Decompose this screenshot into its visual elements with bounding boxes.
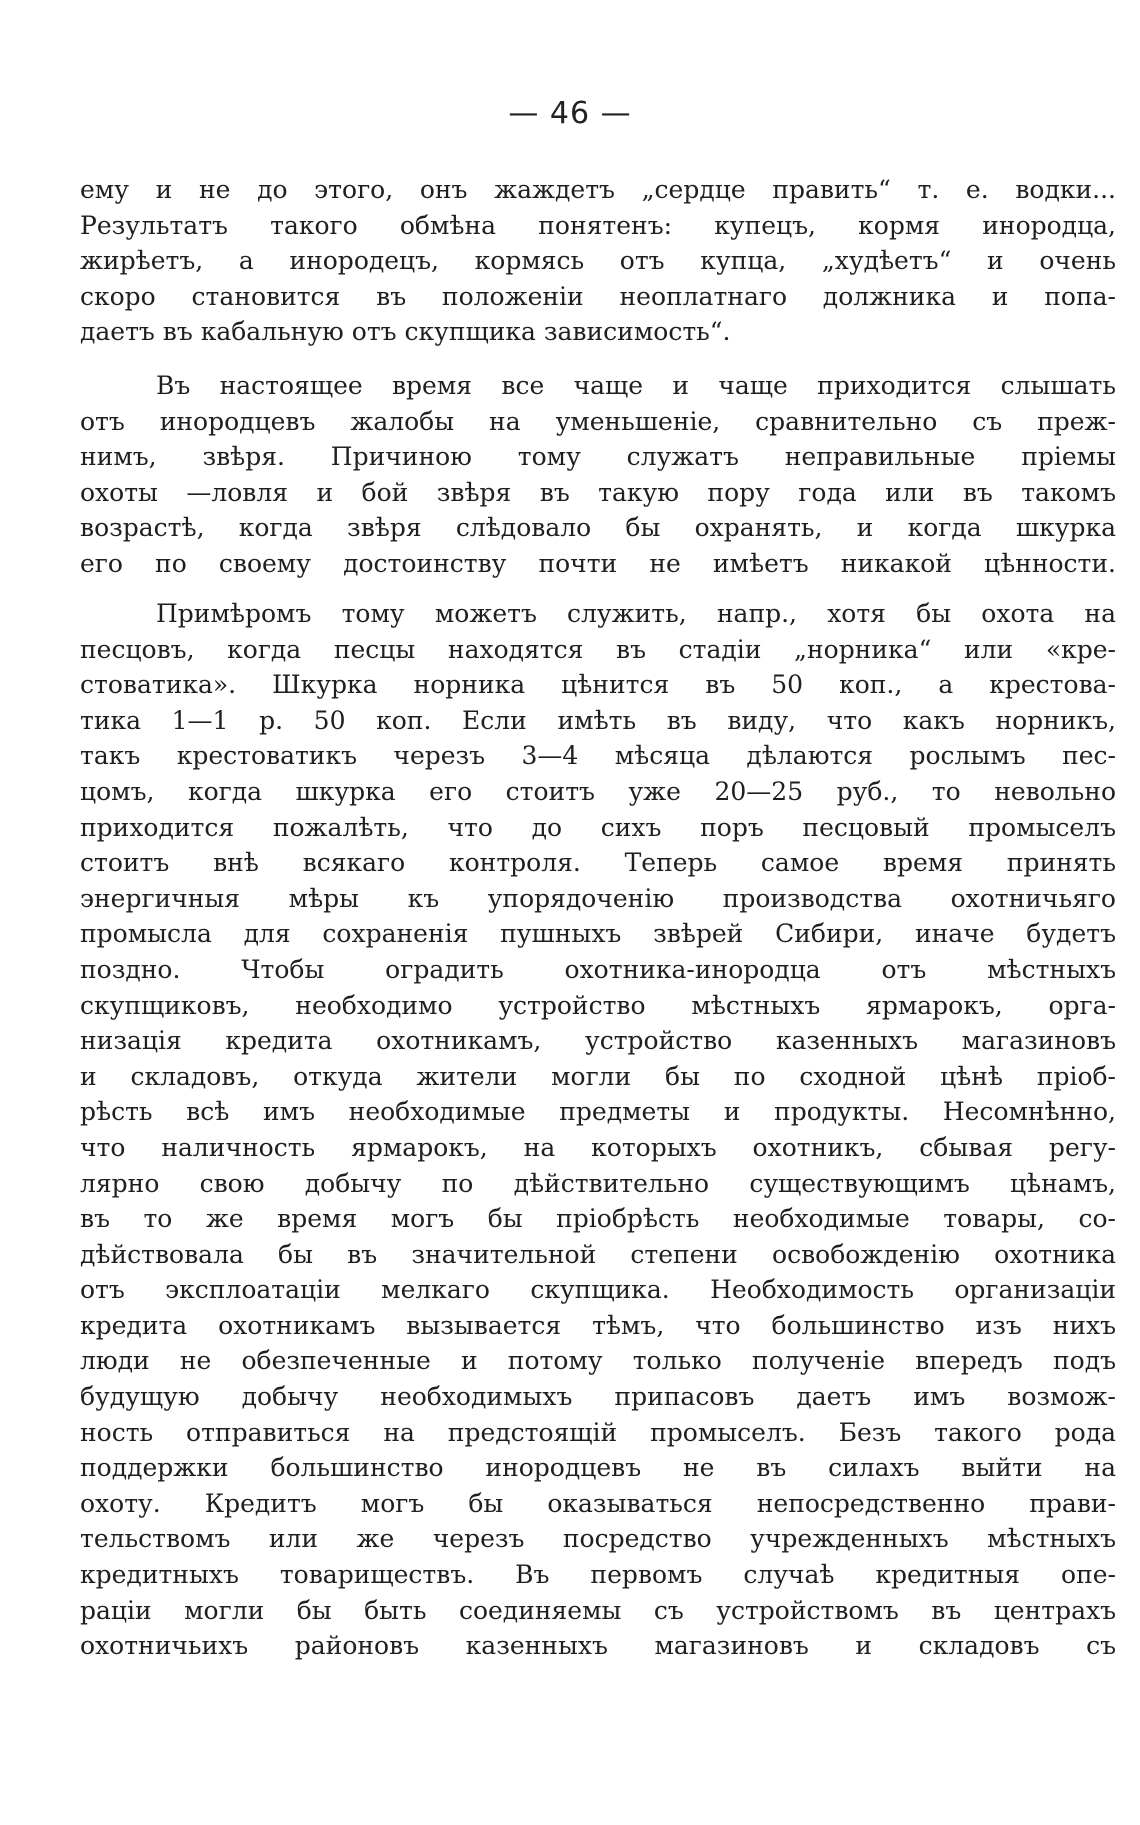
text-line: Примѣромъ тому можетъ служить, напр., хотя бы охота на [156,599,1116,628]
text-line: промысла для сохраненiя пушныхъ звѣрей Сибири, иначе будетъ [80,919,1116,949]
text-line: охоту. Кредитъ могъ бы оказываться непосредственно прави- [80,1488,1116,1518]
text-line: жирѣетъ, а инородецъ, кормясь отъ купца, „худѣетъ“ и очень [80,246,1116,276]
text-line: тельствомъ или же черезъ посредство учрежденныхъ мѣстныхъ [80,1524,1116,1554]
text-line: люди не обезпеченные и потому только полученiе впередъ подъ [80,1346,1116,1376]
paragraph-3 [80,596,1116,1664]
text-line: поддержки большинство инородцевъ не въ силахъ выйти на [80,1453,1116,1483]
text-line: рѣсть всѣ имъ необходимые предметы и продукты. Несомнѣнно, [80,1097,1116,1127]
text-line: ему и не до этого, онъ жаждетъ „сердце править“ т. е. водки... [80,175,1116,204]
page-number: — 46 — [508,96,632,131]
text-line: песцовъ, когда песцы находятся въ стадiи „норника“ или «кре- [80,634,1116,664]
text-line: энергичныя мѣры къ упорядоченiю производства охотничьяго [80,883,1116,913]
text-line: нимъ, звѣря. Причиною тому служатъ неправильные прiемы [80,442,1116,472]
paragraph-1 [80,172,1116,350]
text-line: низацiя кредита охотникамъ, устройство казенныхъ магазиновъ [80,1026,1116,1056]
text-line: въ то же время могъ бы прiобрѣсть необходимые товары, со- [80,1204,1116,1234]
text-line: кредита охотникамъ вызывается тѣмъ, что большинство изъ нихъ [80,1310,1116,1340]
text-line: скупщиковъ, необходимо устройство мѣстныхъ ярмарокъ, орга- [80,990,1116,1020]
text-line: что наличность ярмарокъ, на которыхъ охотникъ, сбывая регу- [80,1132,1116,1162]
text-line: Въ настоящее время все чаще и чаще приходится слышать [156,371,1116,400]
text-line: возрастѣ, когда звѣря слѣдовало бы охранять, и когда шкурка [80,513,1116,543]
text-line: тика 1—1 р. 50 коп. Если имѣть въ виду, что какъ норникъ, [80,705,1116,735]
text-line: скоро становится въ положенiи неоплатнаго должника и попа- [80,281,1116,311]
text-line: его по своему достоинству почти не имѣетъ никакой цѣнности. [80,548,1116,578]
text-line: поздно. Чтобы оградить охотника-инородца отъ мѣстныхъ [80,954,1116,984]
text-line: рацiи могли бы быть соединяемы съ устройствомъ въ центрахъ [80,1595,1116,1625]
text-line: охотничьихъ районовъ казенныхъ магазиновъ и складовъ съ [80,1631,1116,1661]
text-line: кредитныхъ товариществъ. Въ первомъ случаѣ кредитныя опе- [80,1560,1116,1590]
text-line: охоты —ловля и бой звѣря въ такую пору года или въ такомъ [80,477,1116,507]
text-line: и складовъ, откуда жители могли бы по сходной цѣнѣ прiоб- [80,1061,1116,1091]
text-line: лярно свою добычу по дѣйствительно существующимъ цѣнамъ, [80,1168,1116,1198]
text-line: стоватика». Шкурка норника цѣнится въ 50 коп., а крестова- [80,670,1116,700]
text-line: стоитъ внѣ всякаго контроля. Теперь самое время принять [80,848,1116,878]
text-line: цомъ, когда шкурка его стоитъ уже 20—25 руб., то невольно [80,776,1116,806]
text-line: даетъ въ кабальную отъ скупщика зависимость“. [80,317,731,347]
text-line: приходится пожалѣть, что до сихъ поръ песцовый промыселъ [80,812,1116,842]
text-line: дѣйствовала бы въ значительной степени освобожденiю охотника [80,1239,1116,1269]
text-line: будущую добычу необходимыхъ припасовъ даетъ имъ возмож- [80,1382,1116,1412]
text-line: Результатъ такого обмѣна понятенъ: купецъ, кормя инородца, [80,210,1116,240]
text-line: такъ крестоватикъ черезъ 3—4 мѣсяца дѣлаются рослымъ пес- [80,741,1116,771]
text-line: ность отправиться на предстоящiй промыселъ. Безъ такого рода [80,1417,1116,1447]
paragraph-2 [80,368,1116,582]
text-line: отъ эксплоатацiи мелкаго скупщика. Необходимость организацiи [80,1275,1116,1305]
text-line: отъ инородцевъ жалобы на уменьшенiе, сравнительно съ преж- [80,406,1116,436]
